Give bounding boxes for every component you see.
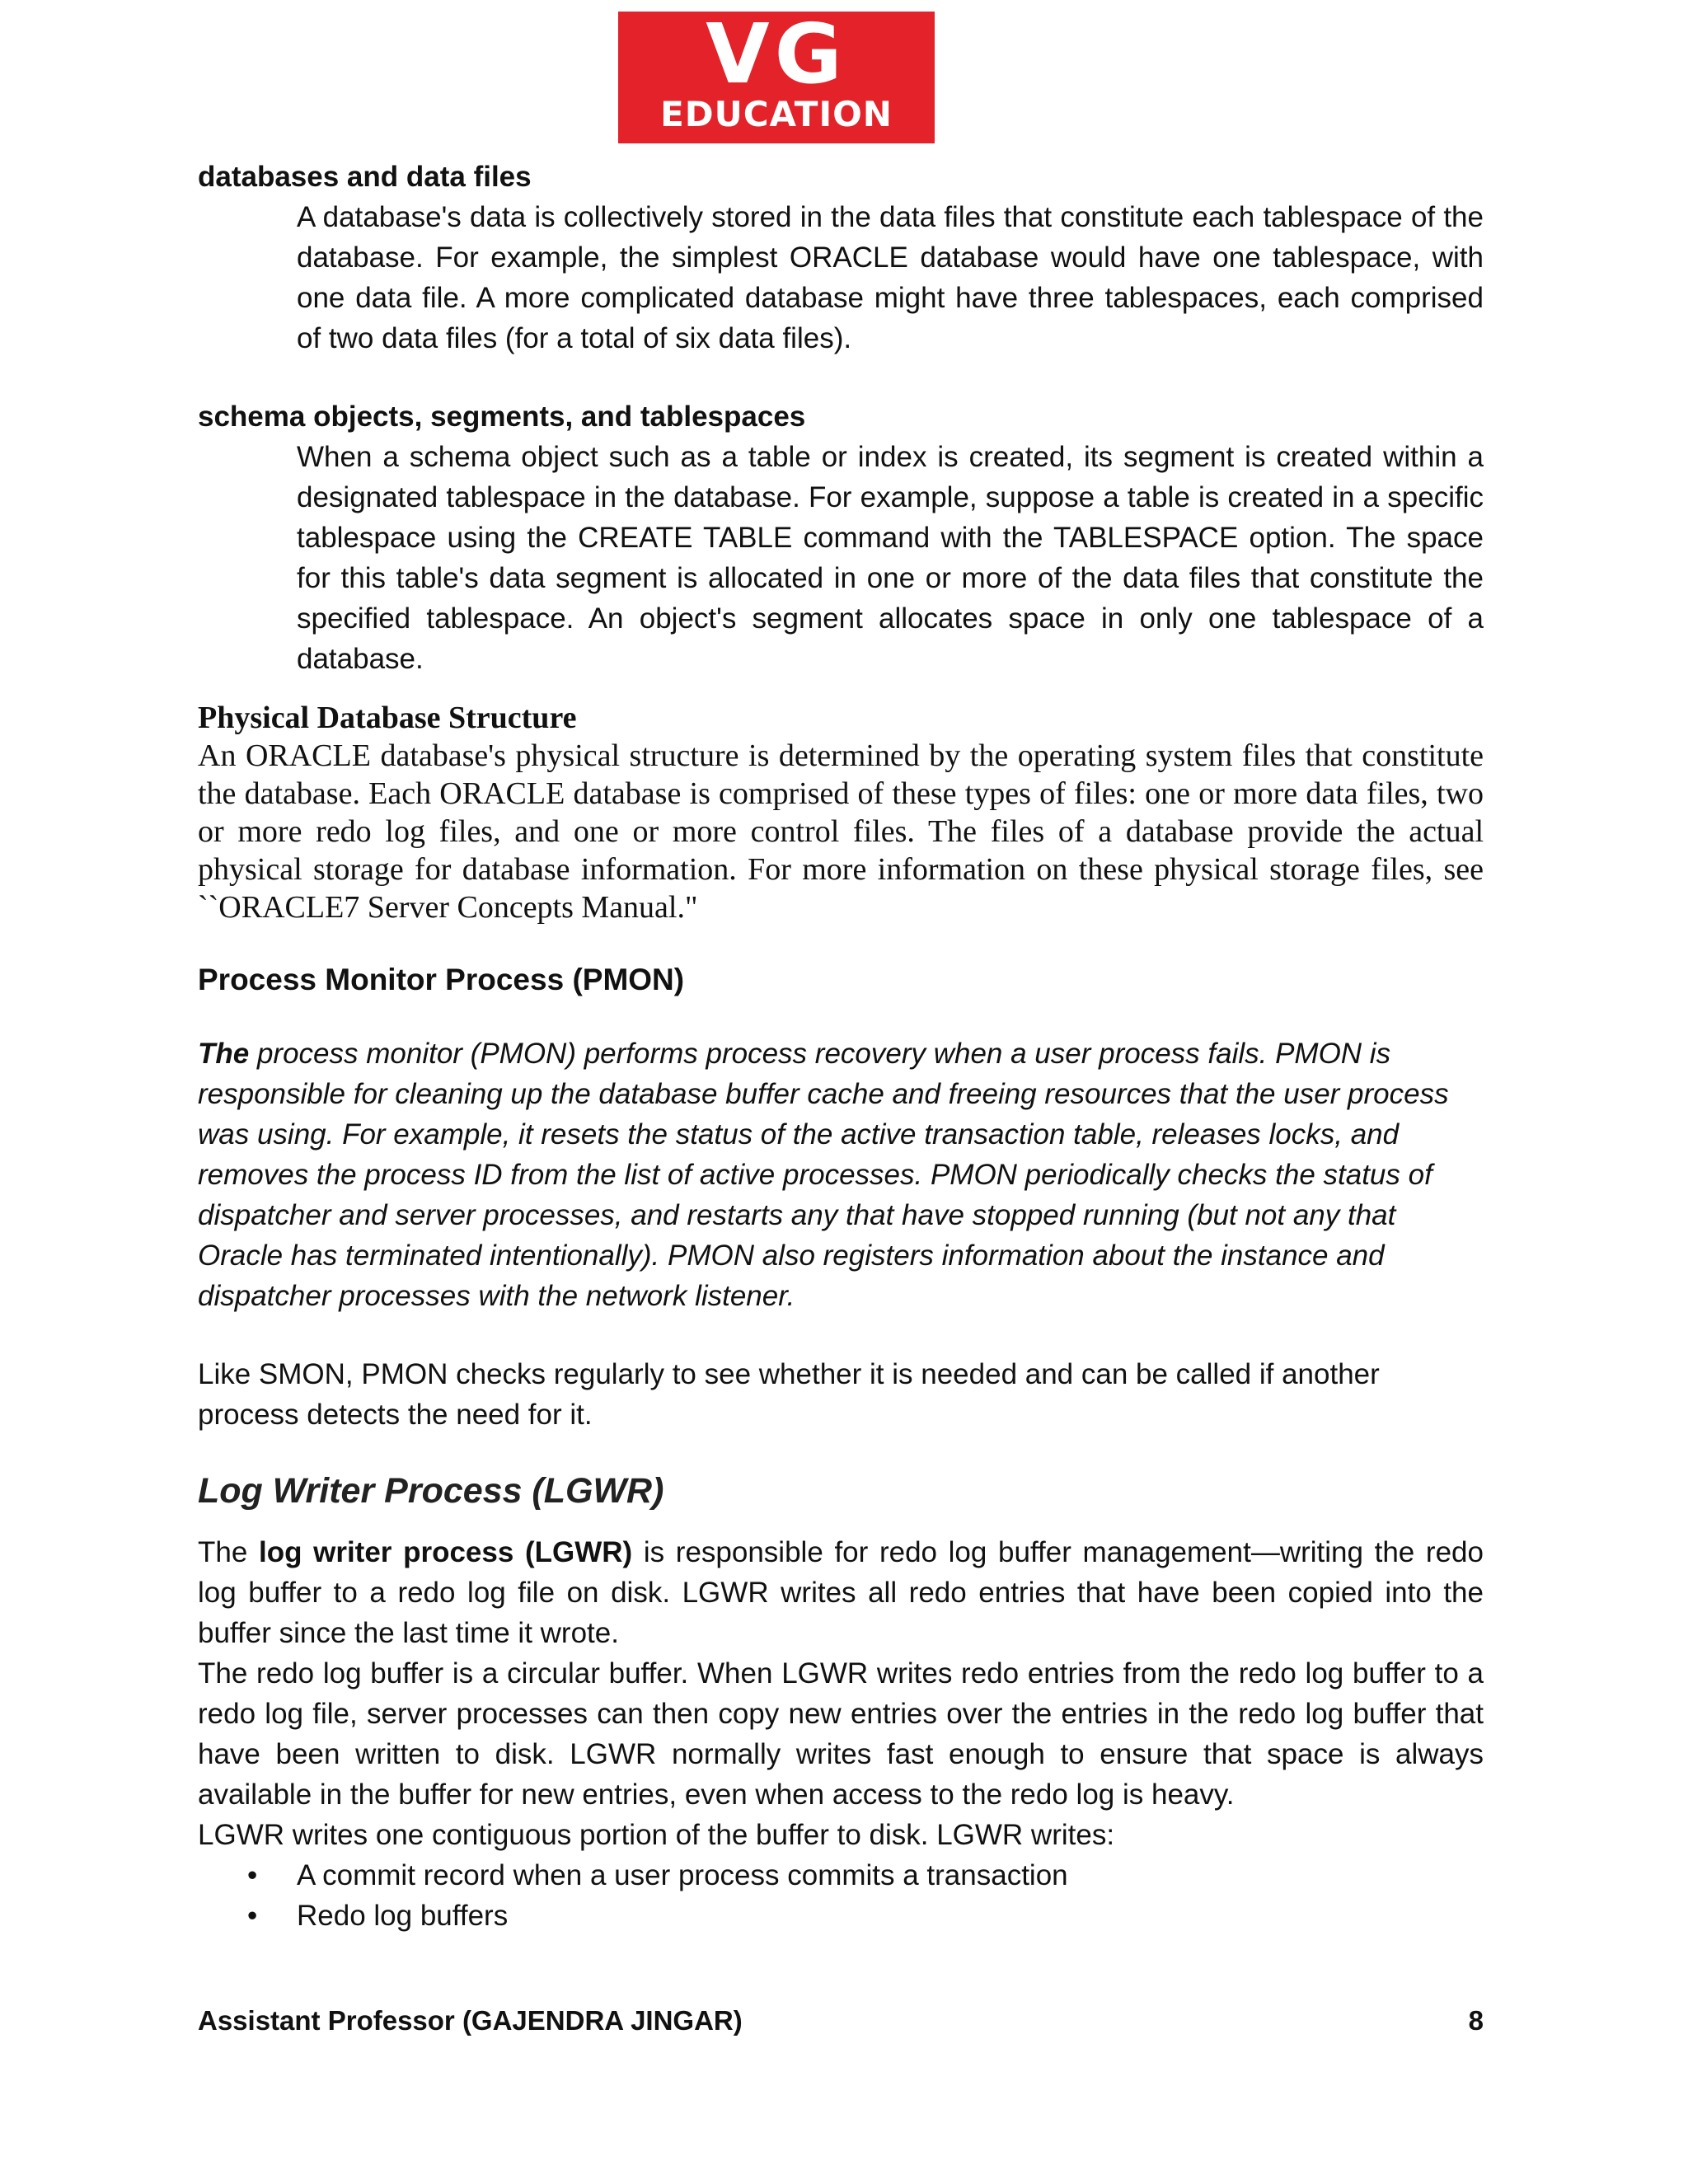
logo-education-text: EDUCATION — [660, 94, 893, 134]
document-body — [198, 157, 1484, 1936]
page-number: 8 — [1468, 2005, 1484, 2036]
pmon-body: process monitor (PMON) performs process recovery when a user process fails. PMON is responsible for cleaning up the database buffer cache and freeing resources that the user process was using. For example, it resets the status of the active transaction table, releases locks, and removes the process ID from the list of active processes. PMON periodically checks the status of dispatcher and server processes, and restarts any that have stopped running (but not any that Oracle has terminated intentionally). PMON also registers information about the instance and dispatcher processes with the network listener. — [198, 1038, 1449, 1312]
list-item — [247, 1855, 1484, 1896]
lgwr-paragraph-2: The redo log buffer is a circular buffer. When LGWR writes redo entries from the redo log buffer to a redo log file, server processes can then copy new entries over the entries in the redo log buffer that have been written to disk. LGWR normally writes fast enough to ensure that space is always available in the buffer for new entries, even when access to the redo log is heavy. — [198, 1657, 1484, 1811]
list-item — [247, 1896, 1484, 1936]
definition-databases-data-files: A database's data is collectively stored in the data files that constitute each tablespace of the database. For example, the simplest ORACLE database would have one tablespace, with one data file. A more complicated database might have three tablespaces, each comprised of two data files (for a total of six data files). — [297, 201, 1484, 354]
definition-schema-objects: When a schema object such as a table or index is created, its segment is created within a designated tablespace in the database. For example, suppose a table is created in a specific tablespace using the CREATE TABLE command with the TABLESPACE option. The space for this table's data segment is allocated in one or more of the data files that constitute the specified tablespace. An object's segment allocates space in only one tablespace of a database. — [297, 441, 1484, 675]
paragraph-pmon-note: Like SMON, PMON checks regularly to see whether it is needed and can be called if another process detects the need for it. — [198, 1358, 1380, 1431]
heading-lgwr: Log Writer Process (LGWR) — [198, 1471, 664, 1511]
lgwr-p1-bold: log writer process (LGWR) — [258, 1536, 633, 1568]
heading-pmon: Process Monitor Process (PMON) — [198, 963, 685, 996]
bullet-icon: • — [247, 1900, 258, 1932]
paragraph-pmon — [198, 1033, 1484, 1316]
lgwr-text — [198, 1532, 1484, 1855]
section-schema-objects — [198, 396, 1484, 679]
list-item-text: A commit record when a user process commits a transaction — [297, 1859, 1068, 1891]
lgwr-p1-post: is responsible for redo log buffer management—writing the redo log buffer to a redo log file on disk. LGWR writes all redo entries that have been copied into the buffer since the last time it wrote. — [198, 1536, 1484, 1649]
term-databases-data-files: databases and data files — [198, 161, 532, 193]
page-footer — [198, 2003, 1484, 2039]
lgwr-bullet-list — [198, 1855, 1484, 1936]
paragraph-physical-database-structure: An ORACLE database's physical structure is determined by the operating system files that constitute the database. Each ORACLE database is comprised of these types of files: one or more data files, two or more redo log files, and one or more control files. The files of a database provide the actual physical storage for database information. For more information on these physical storage files, see ``ORACLE7 Server Concepts Manual." — [198, 738, 1484, 925]
logo-vg-text: VG — [706, 6, 847, 102]
list-item-text: Redo log buffers — [297, 1900, 509, 1932]
lgwr-p1-pre: The — [198, 1536, 259, 1568]
bullet-icon: • — [247, 1859, 258, 1891]
footer-author: Assistant Professor (GAJENDRA JINGAR) — [198, 2005, 743, 2036]
lgwr-paragraph-3: LGWR writes one contiguous portion of the buffer to disk. LGWR writes: — [198, 1819, 1115, 1851]
section-databases-data-files — [198, 157, 1484, 359]
pmon-lead-bold: The — [198, 1038, 250, 1070]
term-schema-objects: schema objects, segments, and tablespaces — [198, 401, 806, 433]
vg-education-logo — [618, 6, 935, 143]
heading-physical-database-structure: Physical Database Structure — [198, 701, 577, 735]
lgwr-paragraph-1 — [198, 1532, 1484, 1653]
